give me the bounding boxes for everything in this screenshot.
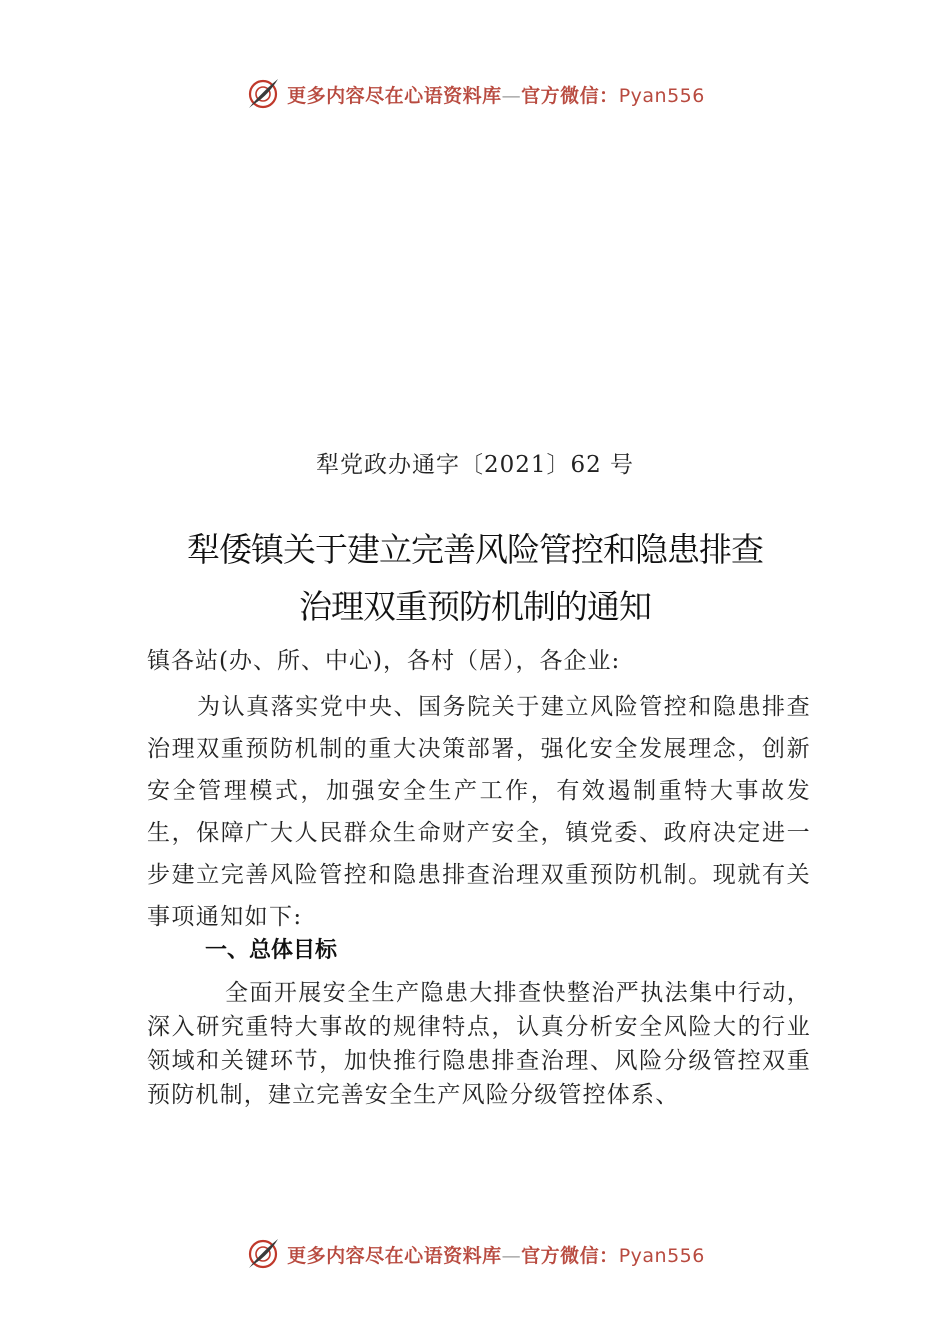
watermark-account: Pyan556 — [618, 84, 705, 107]
intro-paragraph: 为认真落实党中央、国务院关于建立风险管控和隐患排查治理双重预防机制的重大决策部署，强化安全发展理念，创新安全管理模式，加强安全生产工作，有效遏制重特大事故发生，保障广大人民群众生命财产安全，镇党委、政府决定进一步建立完善风险管控和隐患排查治理双重预防机制。现就有关事项通知如下: — [147, 694, 811, 930]
watermark-label: 官方微信： — [521, 84, 619, 107]
goal-paragraph: 全面开展安全生产隐患大排查快整治严执法集中行动，深入研究重特大事故的规律特点，认真分析安全风险大的行业领域和关键环节，加快推行隐患排查治理、风险分级管控双重预防机制，建立完善安全生产风险分级管控体系、 — [147, 980, 811, 1108]
section-heading-overall-goal: 一、总体目标 — [205, 938, 338, 963]
quill-logo-icon — [245, 1236, 281, 1272]
watermark-main-text: 更多内容尽在心语资料库 — [287, 84, 502, 107]
watermark-main-text: 更多内容尽在心语资料库 — [287, 1244, 502, 1267]
watermark-label: 官方微信： — [521, 1244, 619, 1267]
watermark-dash: — — [501, 84, 522, 107]
document-title-line2: 治理双重预防机制的通知 — [299, 587, 651, 626]
document-title-line1: 犁倭镇关于建立完善风险管控和隐患排查 — [187, 530, 763, 569]
header-watermark — [0, 74, 950, 114]
footer-watermark — [0, 1234, 950, 1274]
quill-logo-icon — [245, 76, 281, 112]
salutation: 镇各站(办、所、中心)，各村（居），各企业: — [147, 648, 621, 674]
watermark-account: Pyan556 — [618, 1244, 705, 1267]
watermark-dash: — — [501, 1244, 522, 1267]
document-number: 犁党政办通字〔2021〕62 号 — [315, 452, 635, 478]
